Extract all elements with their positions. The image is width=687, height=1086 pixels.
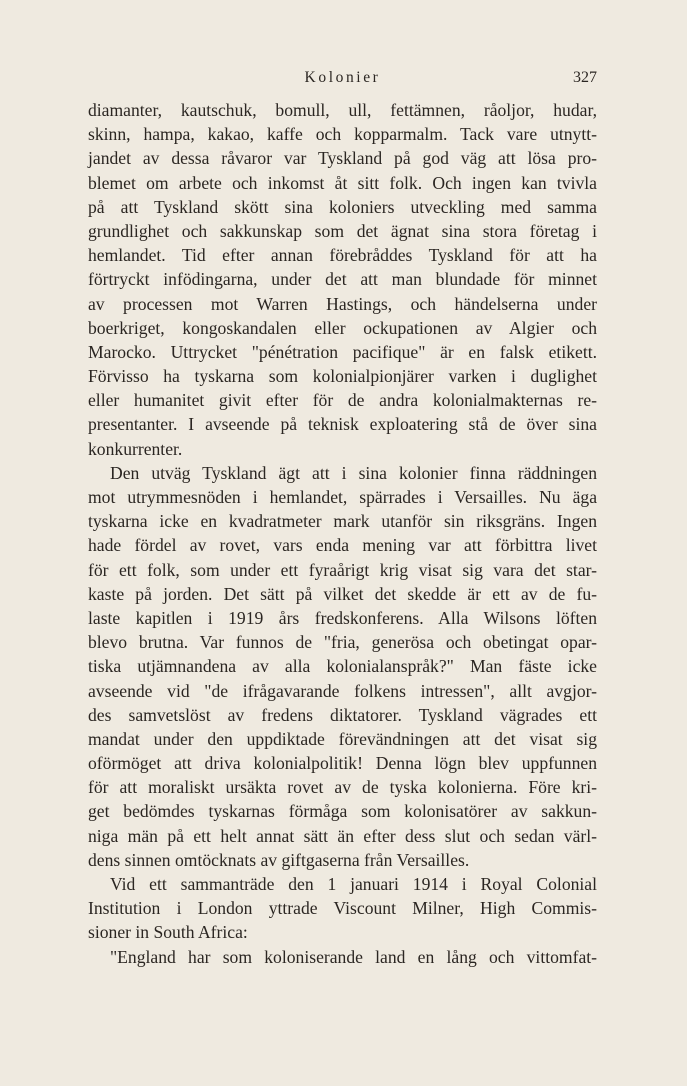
text-line: avseende vid "de ifrågavarande folkens intressen", allt avgjor- bbox=[88, 680, 597, 701]
text-line: jandet av dessa råvaror var Tyskland på god väg att lösa pro- bbox=[88, 148, 597, 169]
text-line: tyskarna icke en kvadratmeter mark utanför sin riksgräns. Ingen bbox=[88, 511, 597, 532]
body-text bbox=[88, 98, 597, 969]
text-line: på att Tyskland skött sina koloniers utveckling med samma bbox=[88, 196, 597, 217]
text-line: blemet om arbete och inkomst åt sitt folk. Och ingen kan tvivla bbox=[88, 172, 597, 193]
text-line: Förvisso ha tyskarna som kolonialpionjärer varken i duglighet bbox=[88, 366, 597, 387]
text-line: mot utrymmesnöden i hemlandet, spärrades i Versailles. Nu äga bbox=[88, 487, 597, 507]
text-line: presentanter. I avseende på teknisk exploatering stå de över sina bbox=[88, 414, 597, 435]
text-line: get bedömdes tyskarnas förmåga som kolonisatörer av sakkun- bbox=[88, 801, 597, 822]
text-line: grundlighet och sakkunskap som det ägnat sina stora företag i bbox=[88, 220, 597, 241]
text-line: mandat under den uppdiktade förevändningen att det visat sig bbox=[88, 728, 597, 749]
page-header bbox=[88, 66, 597, 90]
text-line: Institution i London yttrade Viscount Milner, High Commis- bbox=[88, 898, 597, 919]
text-line: kaste på jorden. Det sätt på vilket det skedde är ett av de fu- bbox=[88, 583, 597, 604]
text-line: tiska utjämnandena av alla kolonialanspråk?" Man fäste icke bbox=[88, 656, 597, 677]
text-line: oförmöget att driva kolonialpolitik! Denna lögn blev uppfunnen bbox=[88, 753, 597, 774]
text-line: Den utväg Tyskland ägt att i sina kolonier finna räddningen bbox=[110, 462, 597, 483]
text-line: "England har som koloniserande land en lång och vittomfat- bbox=[110, 946, 597, 967]
text-line: för att moraliskt ursäkta rovet av de tyska kolonierna. Före kri- bbox=[88, 777, 597, 798]
text-line: av processen mot Warren Hastings, och händelserna under bbox=[88, 293, 597, 314]
text-line: niga män på ett helt annat sätt än efter dess slut och sedan värl- bbox=[88, 825, 597, 846]
page-number: 327 bbox=[573, 69, 597, 86]
text-line: hemlandet. Tid efter annan förebråddes Tyskland för att ha bbox=[88, 245, 597, 266]
running-title: Kolonier bbox=[304, 69, 381, 86]
text-line: Vid ett sammanträde den 1 januari 1914 i Royal Colonial bbox=[110, 874, 597, 894]
text-line: förtryckt infödingarna, under det att man blundade för minnet bbox=[88, 269, 597, 290]
text-line: boerkriget, kongoskandalen eller ockupationen av Algier och bbox=[88, 317, 597, 338]
text-line: konkurrenter. bbox=[88, 438, 183, 459]
text-line: hade fördel av rovet, vars enda mening var att förbittra livet bbox=[88, 535, 597, 556]
text-line: des samvetslöst av fredens diktatorer. Tyskland vägrades ett bbox=[88, 704, 597, 725]
text-line: skinn, hampa, kakao, kaffe och kopparmalm. Tack vare utnytt- bbox=[88, 124, 597, 145]
text-line: Marocko. Uttrycket "pénétration pacifique" är en falsk etikett. bbox=[88, 341, 597, 362]
text-line: dens sinnen omtöcknats av giftgaserna från Versailles. bbox=[88, 849, 470, 870]
text-line: diamanter, kautschuk, bomull, ull, fettämnen, råoljor, hudar, bbox=[88, 100, 597, 120]
text-line: sioner in South Africa: bbox=[88, 922, 248, 943]
text-line: för ett folk, som under ett fyraårigt krig visat sig vara det star- bbox=[88, 559, 597, 580]
text-line: blevo brutna. Var funnos de "fria, generösa och obetingat opar- bbox=[88, 632, 597, 653]
text-line: eller humanitet givit efter för de andra kolonialmakternas re- bbox=[88, 390, 597, 411]
text-line: laste kapitlen i 1919 års fredskonferens. Alla Wilsons löften bbox=[88, 607, 597, 628]
